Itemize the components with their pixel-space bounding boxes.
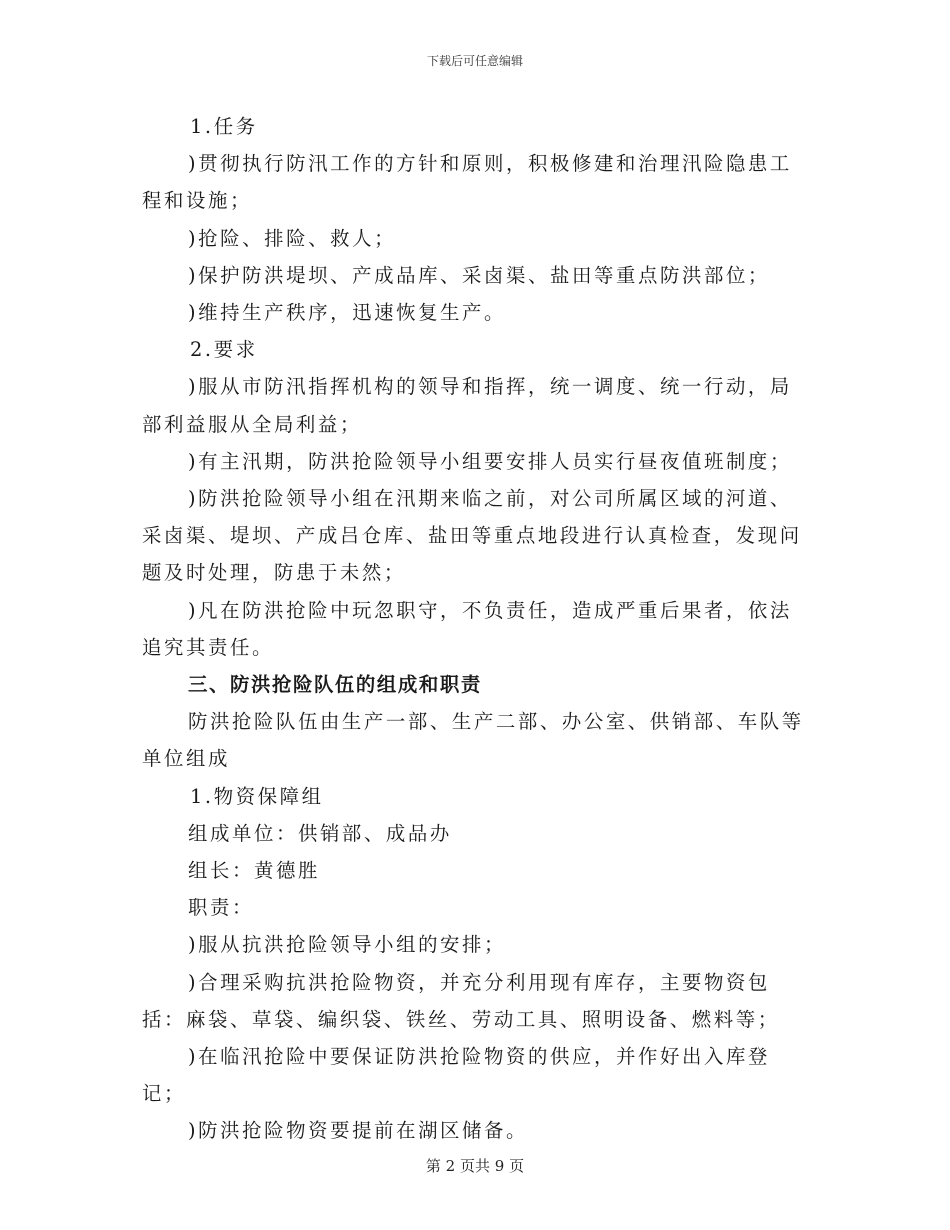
page-number: 第 2 页共 9 页 bbox=[425, 1157, 525, 1175]
paragraph: 组成单位：供销部、成品办 bbox=[188, 821, 452, 845]
list-item: )有主汛期，防洪抢险领导小组要安排人员实行昼夜值班制度； bbox=[188, 449, 792, 473]
paragraph: 防洪抢险队伍由生产一部、生产二部、办公室、供销部、车队等单位组成 bbox=[142, 710, 804, 771]
list-item: )防洪抢险物资要提前在湖区储备。 bbox=[188, 1119, 529, 1143]
list-item: )服从抗洪抢险领导小组的安排； bbox=[188, 933, 507, 957]
list-item: )合理采购抗洪抢险物资，并充分利用现有库存，主要物资包括：麻袋、草袋、编织袋、铁丝、劳动工具、照明设备、燃料等； bbox=[142, 970, 780, 1031]
list-item: )保护防洪堤坝、产成品库、采卤渠、盐田等重点防洪部位； bbox=[188, 263, 770, 287]
list-item: )服从市防汛指挥机构的领导和指挥，统一调度、统一行动，局部利益服从全局利益； bbox=[142, 375, 792, 436]
paragraph: 组长：黄德胜 bbox=[188, 859, 320, 883]
list-item: )防洪抢险领导小组在汛期来临之前，对公司所属区域的河道、采卤渠、堤坝、产成吕仓库、盐田等重点地段进行认真检查，发现问题及时处理，防患于未然； bbox=[142, 487, 802, 585]
subsection-title: 1.物资保障组 bbox=[190, 784, 324, 808]
list-item: )在临汛抢险中要保证防洪抢险物资的供应，并作好出入库登记； bbox=[142, 1045, 770, 1106]
list-item: )抢险、排险、救人； bbox=[188, 226, 397, 250]
subsection-title: 2.要求 bbox=[190, 338, 258, 362]
page-header: 下载后可任意编辑 bbox=[426, 54, 523, 68]
list-item: )凡在防洪抢险中玩忽职守，不负责任，造成严重后果者，依法追究其责任。 bbox=[142, 598, 792, 659]
subsection-title: 1.任务 bbox=[190, 115, 258, 138]
paragraph: 职责： bbox=[188, 896, 254, 920]
list-item: )维持生产秩序，迅速恢复生产。 bbox=[188, 301, 507, 325]
document-body bbox=[142, 108, 810, 1150]
section-heading: 三、防洪抢险队伍的组成和职责 bbox=[188, 673, 482, 697]
list-item: )贯彻执行防汛工作的方针和原则，积极修建和治理汛险隐患工程和设施； bbox=[142, 152, 792, 213]
